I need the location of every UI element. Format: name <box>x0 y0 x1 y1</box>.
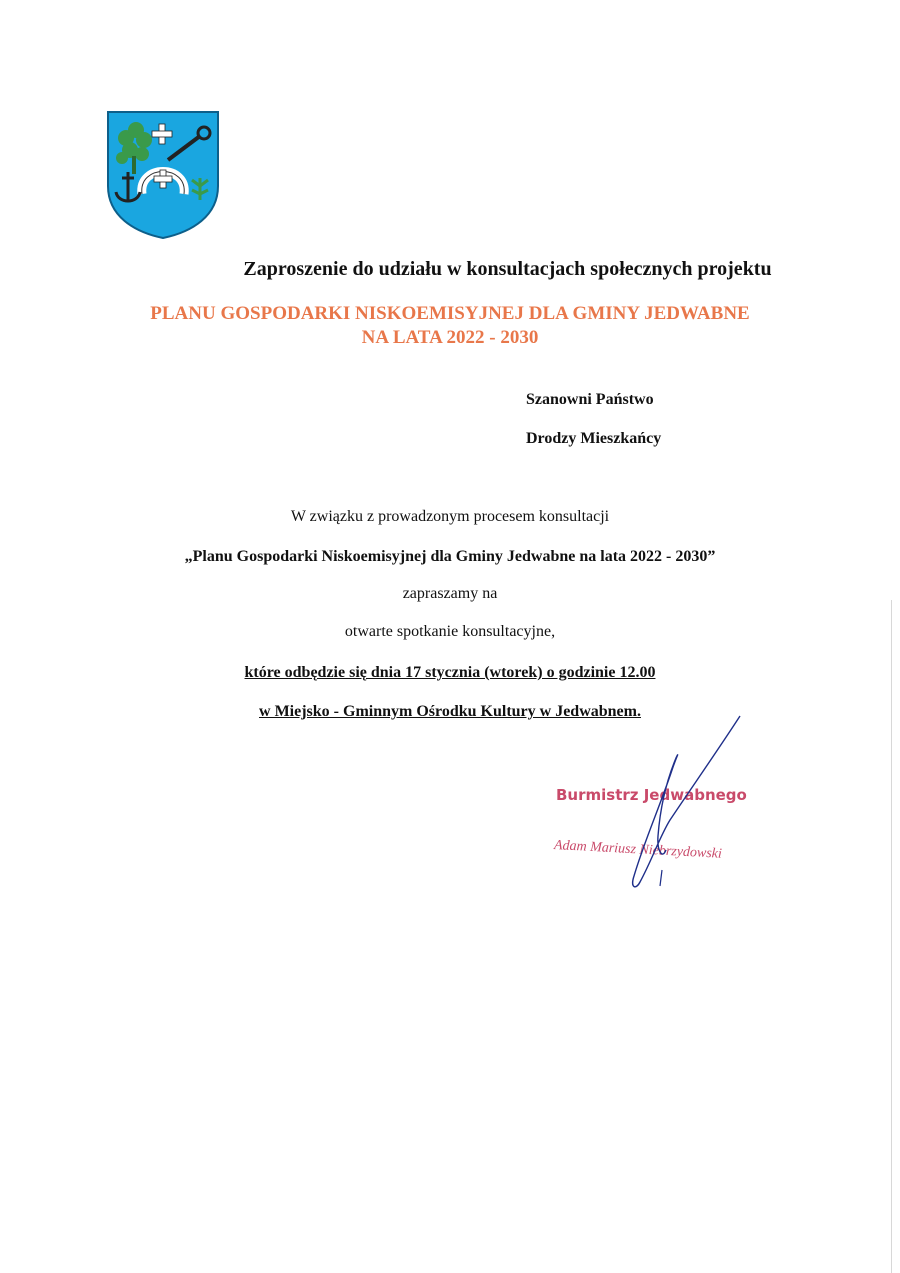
handwritten-signature <box>600 710 760 900</box>
plan-title-line-2: NA LATA 2022 - 2030 <box>361 327 539 348</box>
body-line-1: W związku z prowadzonym procesem konsultacji <box>290 508 610 525</box>
plan-title-line-1: PLANU GOSPODARKI NISKOEMISYJNEJ DLA GMINY JEDWABNE <box>150 303 750 324</box>
greeting-line-2: Drodzy Mieszkańcy <box>526 430 662 447</box>
page-edge-line <box>891 600 892 1273</box>
invitation-heading: Zaproszenie do udziału w konsultacjach społecznych projektu <box>243 258 772 280</box>
stamp-name: Adam Mariusz Niebrzydowski <box>553 838 723 862</box>
stamp-title: Burmistrz Jedwabnego <box>556 786 747 804</box>
meeting-date-line: które odbędzie się dnia 17 stycznia (wtorek) o godzinie 12.00 <box>244 664 656 681</box>
coat-of-arms-icon <box>104 108 222 240</box>
body-line-2: „Planu Gospodarki Niskoemisyjnej dla Gminy Jedwabne na lata 2022 - 2030” <box>184 548 716 565</box>
body-line-3: zapraszamy na <box>402 585 498 602</box>
meeting-place-line: w Miejsko - Gminnym Ośrodku Kultury w Jedwabnem. <box>259 703 641 720</box>
plan-title <box>0 302 900 350</box>
greeting-line-1: Szanowni Państwo <box>526 391 654 408</box>
body-line-4: otwarte spotkanie konsultacyjne, <box>344 623 556 640</box>
